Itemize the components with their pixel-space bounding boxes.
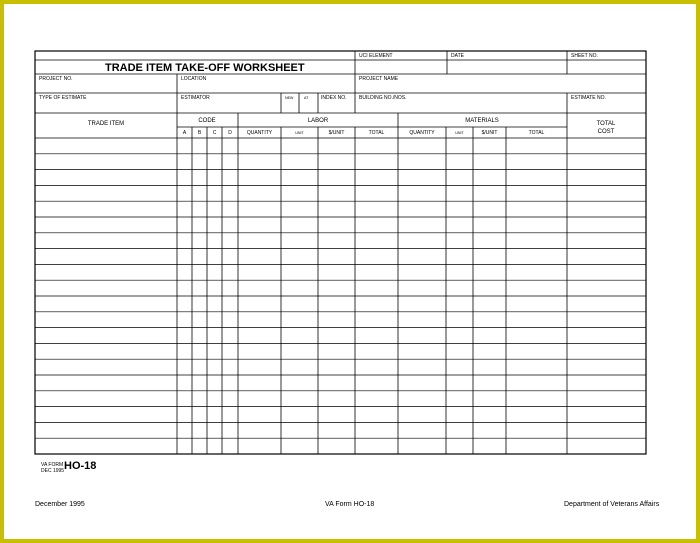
total-header: TOTAL (596, 121, 616, 127)
code-c-header: C (212, 130, 217, 136)
estimator-label: ESTIMATOR (181, 95, 210, 101)
estimate-no-label: ESTIMATE NO. (571, 95, 606, 101)
labor-quantity-header: QUANTITY (246, 130, 273, 136)
materials-per-unit-header: $/UNIT (481, 130, 498, 136)
date-label: DATE (451, 53, 464, 59)
index-no-label: INDEX NO. (321, 95, 347, 101)
building-nos-label: BUILDING NO./NOS. (359, 95, 407, 101)
footer-form: VA Form HO-18 (325, 501, 375, 508)
project-name-label: PROJECT NAME (359, 76, 399, 82)
uci-element-label: UCI ELEMENT (359, 53, 393, 59)
footer-date: December 1995 (35, 501, 85, 508)
type-of-estimate-label: TYPE OF ESTIMATE (39, 95, 87, 101)
new-label: NEW (285, 96, 294, 100)
form-number: HO-18 (64, 460, 97, 472)
cost-header: COST (597, 129, 615, 135)
materials-total-header: TOTAL (528, 130, 545, 136)
worksheet-grid (4, 4, 696, 539)
materials-unit-header: UNIT (455, 131, 464, 135)
sheet-no-label: SHEET NO. (571, 53, 598, 59)
footer-department: Department of Veterans Affairs (564, 501, 660, 508)
table-rows (35, 154, 646, 438)
code-a-header: A (182, 130, 187, 136)
location-label: LOCATION (181, 76, 207, 82)
materials-header: MATERIALS (465, 118, 499, 124)
labor-total-header: TOTAL (368, 130, 385, 136)
at-label: AT (304, 96, 309, 100)
worksheet-sheet (4, 4, 696, 539)
code-header: CODE (198, 118, 216, 124)
code-b-header: B (197, 130, 202, 136)
va-form-label: VA FORM (41, 462, 64, 468)
form-title: TRADE ITEM TAKE-OFF WORKSHEET (105, 62, 305, 74)
labor-per-unit-header: $/UNIT (328, 130, 345, 136)
code-d-header: D (228, 130, 232, 136)
labor-header: LABOR (307, 118, 329, 124)
materials-quantity-header: QUANTITY (409, 130, 435, 136)
project-no-label: PROJECT NO. (39, 76, 73, 82)
labor-unit-header: UNIT (295, 131, 304, 135)
trade-item-header: TRADE ITEM (87, 121, 125, 127)
form-date-label: DEC 1995 (41, 468, 65, 474)
